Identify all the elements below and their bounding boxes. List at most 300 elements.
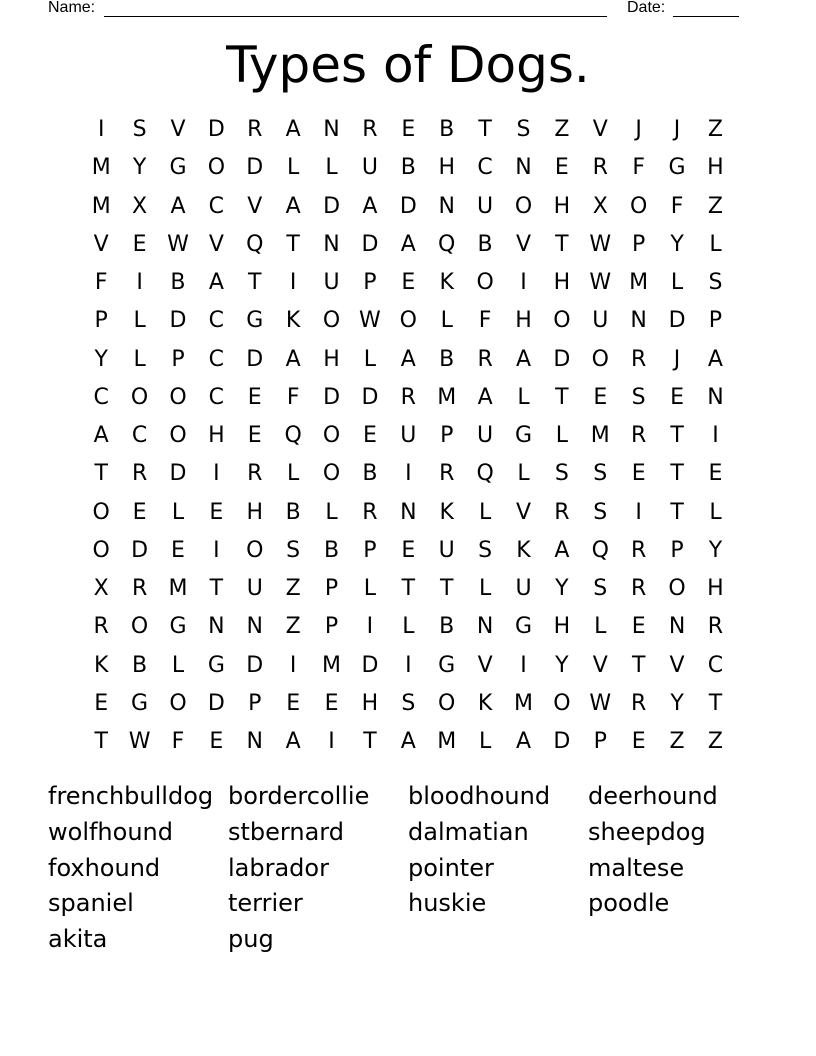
grid-letter: E	[670, 384, 684, 410]
grid-letter: K	[477, 690, 493, 716]
grid-letter: H	[323, 346, 340, 372]
grid-letter: T	[670, 499, 684, 525]
grid-letter: N	[515, 155, 532, 181]
grid-letter: C	[477, 155, 493, 181]
grid-letter: Z	[285, 614, 301, 640]
grid-letter: E	[631, 461, 646, 487]
grid-letter: O	[130, 614, 149, 640]
grid-letter: L	[287, 461, 300, 487]
grid-letter: V	[592, 652, 608, 678]
grid-letter: Y	[708, 537, 723, 563]
grid-letter: N	[323, 231, 340, 257]
grid-letter: A	[170, 193, 186, 219]
grid-letter: B	[477, 231, 493, 257]
grid-letter: O	[553, 690, 571, 716]
grid-letter: Y	[555, 576, 569, 601]
grid-letter: T	[94, 461, 108, 487]
grid-letter: R	[131, 576, 148, 601]
grid-letter: G	[169, 155, 187, 181]
grid-letter: M	[322, 652, 342, 678]
grid-letter: M	[590, 423, 610, 448]
grid-letter: E	[401, 270, 416, 295]
grid-letter: D	[169, 461, 187, 487]
grid-letter: T	[708, 690, 723, 716]
grid-letter: E	[171, 537, 185, 563]
word-list-item: sheepdog	[588, 817, 706, 846]
grid-letter: P	[708, 308, 723, 334]
grid-letter: F	[632, 155, 645, 181]
word-list-item: stbernard	[228, 817, 344, 846]
grid-letter: R	[592, 155, 608, 181]
name-blank-line	[104, 16, 607, 17]
grid-letter: O	[668, 576, 686, 601]
grid-letter: R	[631, 690, 647, 716]
word-list-item: pug	[228, 925, 274, 954]
grid-letter: V	[669, 652, 685, 678]
grid-letter: I	[289, 652, 297, 678]
grid-letter: V	[93, 231, 109, 257]
grid-letter: D	[131, 537, 149, 563]
grid-letter: N	[668, 614, 686, 640]
grid-letter: L	[325, 499, 338, 525]
grid-letter: T	[478, 117, 492, 142]
grid-letter: E	[209, 729, 224, 754]
grid-letter: R	[631, 537, 647, 563]
grid-letter: Q	[284, 423, 302, 448]
grid-letter: R	[631, 576, 647, 601]
grid-letter: O	[514, 193, 533, 219]
grid-letter: S	[132, 117, 147, 142]
grid-letter: A	[400, 346, 416, 372]
grid-letter: P	[363, 537, 377, 563]
grid-letter: J	[673, 346, 681, 372]
letter-grid	[82, 111, 735, 761]
grid-letter: H	[361, 690, 379, 716]
grid-letter: G	[131, 690, 149, 716]
grid-letter: V	[208, 231, 224, 257]
grid-letter: I	[328, 729, 335, 754]
grid-letter: G	[438, 652, 456, 678]
grid-letter: I	[213, 461, 220, 487]
grid-letter: H	[707, 155, 724, 181]
grid-letter: T	[555, 231, 569, 257]
grid-letter: D	[246, 155, 264, 181]
word-list	[48, 779, 768, 958]
grid-letter: Z	[285, 576, 301, 601]
grid-letter: R	[477, 346, 493, 372]
grid-letter: P	[440, 423, 454, 448]
grid-letter: H	[553, 614, 571, 640]
grid-letter: M	[168, 576, 188, 601]
word-list-item: huskie	[408, 889, 487, 918]
grid-letter: D	[169, 308, 187, 334]
grid-letter: P	[324, 576, 339, 601]
grid-letter: X	[132, 193, 148, 219]
grid-letter: L	[555, 423, 569, 448]
grid-letter: T	[631, 652, 646, 678]
grid-letter: M	[437, 729, 457, 754]
grid-letter: T	[401, 576, 416, 601]
grid-letter: U	[477, 193, 494, 219]
grid-letter: C	[208, 193, 225, 219]
grid-letter: A	[554, 537, 570, 563]
grid-letter: O	[322, 308, 341, 334]
grid-letter: L	[133, 308, 146, 334]
word-list-item: poodle	[588, 889, 670, 918]
grid-letter: R	[362, 117, 378, 142]
grid-letter: R	[93, 614, 109, 640]
grid-letter: I	[405, 652, 412, 678]
grid-letter: Y	[132, 155, 147, 181]
grid-letter: L	[478, 499, 492, 525]
grid-letter: H	[208, 423, 225, 448]
grid-letter: Z	[669, 729, 685, 754]
grid-letter: D	[361, 384, 379, 410]
grid-letter: L	[287, 155, 300, 181]
grid-letter: E	[132, 231, 147, 257]
grid-letter: L	[709, 231, 722, 257]
word-list-item: wolfhound	[48, 817, 173, 846]
grid-letter: A	[515, 729, 532, 754]
grid-letter: J	[673, 117, 681, 142]
grid-letter: V	[515, 499, 532, 525]
grid-letter: W	[128, 729, 151, 754]
grid-letter: B	[362, 461, 378, 487]
grid-letter: L	[478, 576, 492, 601]
grid-letter: C	[208, 308, 225, 334]
grid-letter: O	[207, 155, 226, 181]
grid-letter: E	[593, 384, 608, 410]
word-list-item: dalmatian	[408, 817, 529, 846]
grid-letter: H	[246, 499, 264, 525]
grid-letter: Y	[670, 690, 684, 716]
grid-letter: V	[592, 117, 608, 142]
grid-letter: H	[515, 308, 532, 334]
grid-letter: W	[589, 231, 612, 257]
grid-letter: R	[400, 384, 416, 410]
grid-letter: T	[286, 231, 300, 257]
grid-letter: M	[91, 193, 111, 219]
grid-letter: L	[171, 652, 185, 678]
grid-letter: D	[246, 346, 264, 372]
grid-letter: G	[169, 614, 187, 640]
grid-letter: L	[171, 499, 185, 525]
grid-letter: R	[707, 614, 724, 640]
grid-letter: I	[405, 461, 412, 487]
grid-letter: C	[208, 346, 225, 372]
grid-letter: F	[286, 384, 300, 410]
grid-letter: F	[670, 193, 684, 219]
grid-letter: L	[363, 346, 377, 372]
grid-letter: Q	[476, 461, 494, 487]
grid-letter: P	[632, 231, 646, 257]
grid-letter: T	[209, 576, 224, 601]
date-blank-line	[673, 16, 739, 17]
grid-letter: W	[589, 690, 612, 716]
grid-letter: N	[438, 193, 455, 219]
grid-letter: A	[285, 346, 301, 372]
grid-letter: W	[359, 308, 381, 334]
grid-letter: A	[477, 384, 493, 410]
grid-letter: S	[593, 576, 608, 601]
grid-letter: E	[286, 690, 301, 716]
grid-letter: O	[169, 423, 187, 448]
grid-letter: N	[630, 308, 647, 334]
grid-letter: P	[248, 690, 262, 716]
word-list-item: deerhound	[588, 782, 718, 810]
grid-letter: D	[361, 231, 379, 257]
grid-letter: A	[515, 346, 532, 372]
word-list-item: spaniel	[48, 889, 134, 918]
grid-letter: O	[438, 690, 456, 716]
grid-letter: Y	[555, 652, 569, 678]
grid-letter: I	[712, 423, 719, 448]
grid-letter: A	[362, 193, 378, 219]
grid-letter: A	[400, 729, 416, 754]
grid-letter: S	[593, 499, 608, 525]
grid-letter: Z	[707, 729, 723, 754]
grid-letter: D	[553, 729, 571, 754]
grid-letter: U	[246, 576, 263, 601]
grid-letter: P	[670, 537, 684, 563]
grid-letter: D	[668, 308, 686, 334]
grid-letter: A	[707, 346, 723, 372]
grid-letter: I	[520, 270, 527, 295]
grid-letter: U	[400, 423, 417, 448]
grid-letter: X	[592, 193, 608, 219]
grid-letter: E	[401, 117, 416, 142]
grid-letter: S	[554, 461, 569, 487]
grid-letter: B	[439, 614, 455, 640]
grid-letter: R	[631, 423, 647, 448]
grid-letter: F	[94, 270, 108, 295]
grid-letter: B	[132, 652, 148, 678]
grid-letter: I	[520, 652, 527, 678]
grid-letter: D	[246, 652, 264, 678]
header	[48, 0, 748, 20]
grid-letter: R	[631, 346, 647, 372]
grid-letter: J	[635, 117, 642, 142]
grid-letter: N	[476, 614, 494, 640]
grid-letter: C	[131, 423, 148, 448]
grid-letter: B	[170, 270, 186, 295]
grid-letter: G	[514, 614, 533, 640]
grid-letter: T	[555, 384, 569, 410]
grid-letter: P	[593, 729, 607, 754]
grid-letter: D	[207, 117, 225, 142]
grid-letter: P	[363, 270, 377, 295]
grid-letter: O	[246, 537, 264, 563]
grid-letter: E	[631, 614, 646, 640]
grid-letter: Z	[707, 193, 723, 219]
grid-letter: P	[324, 614, 339, 640]
grid-letter: G	[514, 423, 533, 448]
grid-letter: K	[93, 652, 109, 678]
grid-letter: B	[439, 117, 455, 142]
grid-letter: O	[553, 308, 571, 334]
grid-letter: H	[553, 270, 571, 295]
grid-letter: Q	[591, 537, 609, 563]
grid-letter: L	[517, 384, 530, 410]
grid-letter: H	[438, 155, 455, 181]
word-list-item: bordercollie	[228, 782, 370, 810]
grid-letter: N	[400, 499, 417, 525]
grid-letter: N	[246, 614, 263, 640]
grid-letter: L	[440, 308, 453, 334]
grid-letter: R	[554, 499, 570, 525]
grid-letter: S	[478, 537, 493, 563]
grid-letter: S	[593, 461, 608, 487]
grid-letter: M	[437, 384, 457, 410]
grid-letter: A	[285, 117, 301, 142]
grid-letter: O	[630, 193, 648, 219]
grid-letter: A	[208, 270, 224, 295]
grid-letter: A	[285, 193, 301, 219]
grid-letter: H	[553, 193, 571, 219]
grid-letter: X	[93, 576, 109, 601]
grid-letter: H	[707, 576, 724, 601]
grid-letter: V	[247, 193, 263, 219]
grid-letter: U	[438, 537, 455, 563]
grid-letter: O	[476, 270, 494, 295]
grid-letter: N	[246, 729, 263, 754]
word-list-item: pointer	[408, 853, 494, 882]
grid-letter: Q	[438, 231, 456, 257]
grid-letter: P	[171, 346, 185, 372]
grid-letter: M	[91, 155, 111, 181]
grid-letter: O	[169, 384, 187, 410]
grid-letter: L	[133, 346, 146, 372]
grid-letter: L	[402, 614, 415, 640]
grid-letter: G	[668, 155, 686, 181]
grid-letter: D	[361, 652, 379, 678]
grid-letter: B	[323, 537, 340, 563]
grid-letter: Q	[246, 231, 264, 257]
grid-letter: B	[400, 155, 416, 181]
grid-letter: I	[289, 270, 297, 295]
grid-letter: L	[325, 155, 338, 181]
grid-letter: Z	[707, 117, 723, 142]
word-list-item: labrador	[228, 853, 329, 882]
grid-letter: O	[322, 461, 341, 487]
grid-letter: S	[401, 690, 416, 716]
grid-letter: W	[589, 270, 612, 295]
grid-letter: N	[208, 614, 225, 640]
grid-letter: E	[554, 155, 569, 181]
word-list-item: terrier	[228, 889, 303, 918]
grid-letter: E	[324, 690, 339, 716]
grid-letter: F	[478, 308, 492, 334]
grid-letter: O	[92, 537, 110, 563]
grid-letter: L	[709, 499, 722, 525]
grid-letter: O	[92, 499, 110, 525]
grid-letter: L	[517, 461, 530, 487]
grid-letter: L	[594, 614, 607, 640]
grid-letter: V	[170, 117, 186, 142]
grid-letter: E	[401, 537, 416, 563]
grid-letter: E	[247, 423, 262, 448]
grid-letter: L	[478, 729, 492, 754]
grid-letter: O	[322, 423, 341, 448]
word-list-item: foxhound	[48, 853, 161, 882]
grid-letter: T	[439, 576, 454, 601]
grid-letter: T	[94, 729, 108, 754]
grid-letter: N	[707, 384, 724, 410]
grid-letter: R	[247, 117, 263, 142]
grid-letter: U	[323, 270, 340, 295]
grid-letter: A	[93, 423, 109, 448]
grid-letter: T	[670, 461, 684, 487]
grid-letter: D	[399, 193, 417, 219]
grid-letter: E	[362, 423, 377, 448]
grid-letter: B	[439, 346, 455, 372]
word-list-item: frenchbulldog	[48, 782, 214, 810]
grid-letter: N	[323, 117, 340, 142]
grid-letter: R	[362, 499, 378, 525]
grid-letter: O	[591, 346, 609, 372]
page-title: Types of Dogs.	[226, 36, 590, 94]
grid-letter: E	[708, 461, 723, 487]
grid-letter: K	[439, 270, 454, 295]
grid-letter: C	[208, 384, 225, 410]
grid-letter: Z	[554, 117, 570, 142]
grid-letter: C	[707, 652, 724, 678]
grid-letter: T	[363, 729, 377, 754]
grid-letter: M	[514, 690, 533, 716]
grid-letter: V	[477, 652, 493, 678]
grid-letter: O	[130, 384, 149, 410]
grid-letter: K	[285, 308, 301, 334]
word-list-item: bloodhound	[408, 782, 551, 810]
grid-letter: S	[708, 270, 723, 295]
grid-letter: B	[285, 499, 301, 525]
grid-letter: U	[361, 155, 378, 181]
grid-letter: O	[169, 690, 187, 716]
grid-letter: K	[516, 537, 531, 563]
grid-letter: U	[515, 576, 532, 601]
grid-letter: I	[635, 499, 642, 525]
grid-letter: E	[94, 690, 109, 716]
grid-letter: E	[247, 384, 262, 410]
grid-letter: D	[323, 384, 341, 410]
grid-letter: Y	[94, 346, 108, 372]
grid-letter: K	[439, 499, 454, 525]
grid-letter: I	[366, 614, 374, 640]
grid-letter: Y	[670, 231, 684, 257]
grid-letter: S	[516, 117, 531, 142]
grid-letter: G	[246, 308, 264, 334]
date-label: Date:	[627, 0, 666, 16]
grid-letter: A	[285, 729, 301, 754]
word-list-item: maltese	[588, 853, 685, 882]
grid-letter: R	[131, 461, 148, 487]
grid-letter: D	[323, 193, 341, 219]
grid-letter: A	[400, 231, 416, 257]
grid-letter: O	[399, 308, 417, 334]
grid-letter: L	[363, 576, 377, 601]
grid-letter: U	[592, 308, 609, 334]
grid-letter: L	[670, 270, 684, 295]
grid-letter: V	[515, 231, 532, 257]
grid-letter: E	[631, 729, 646, 754]
grid-letter: I	[213, 537, 220, 563]
grid-letter: D	[207, 690, 225, 716]
grid-letter: U	[477, 423, 494, 448]
grid-letter: C	[93, 384, 109, 410]
grid-letter: R	[439, 461, 455, 487]
grid-letter: T	[670, 423, 684, 448]
word-list-item: akita	[48, 925, 108, 954]
